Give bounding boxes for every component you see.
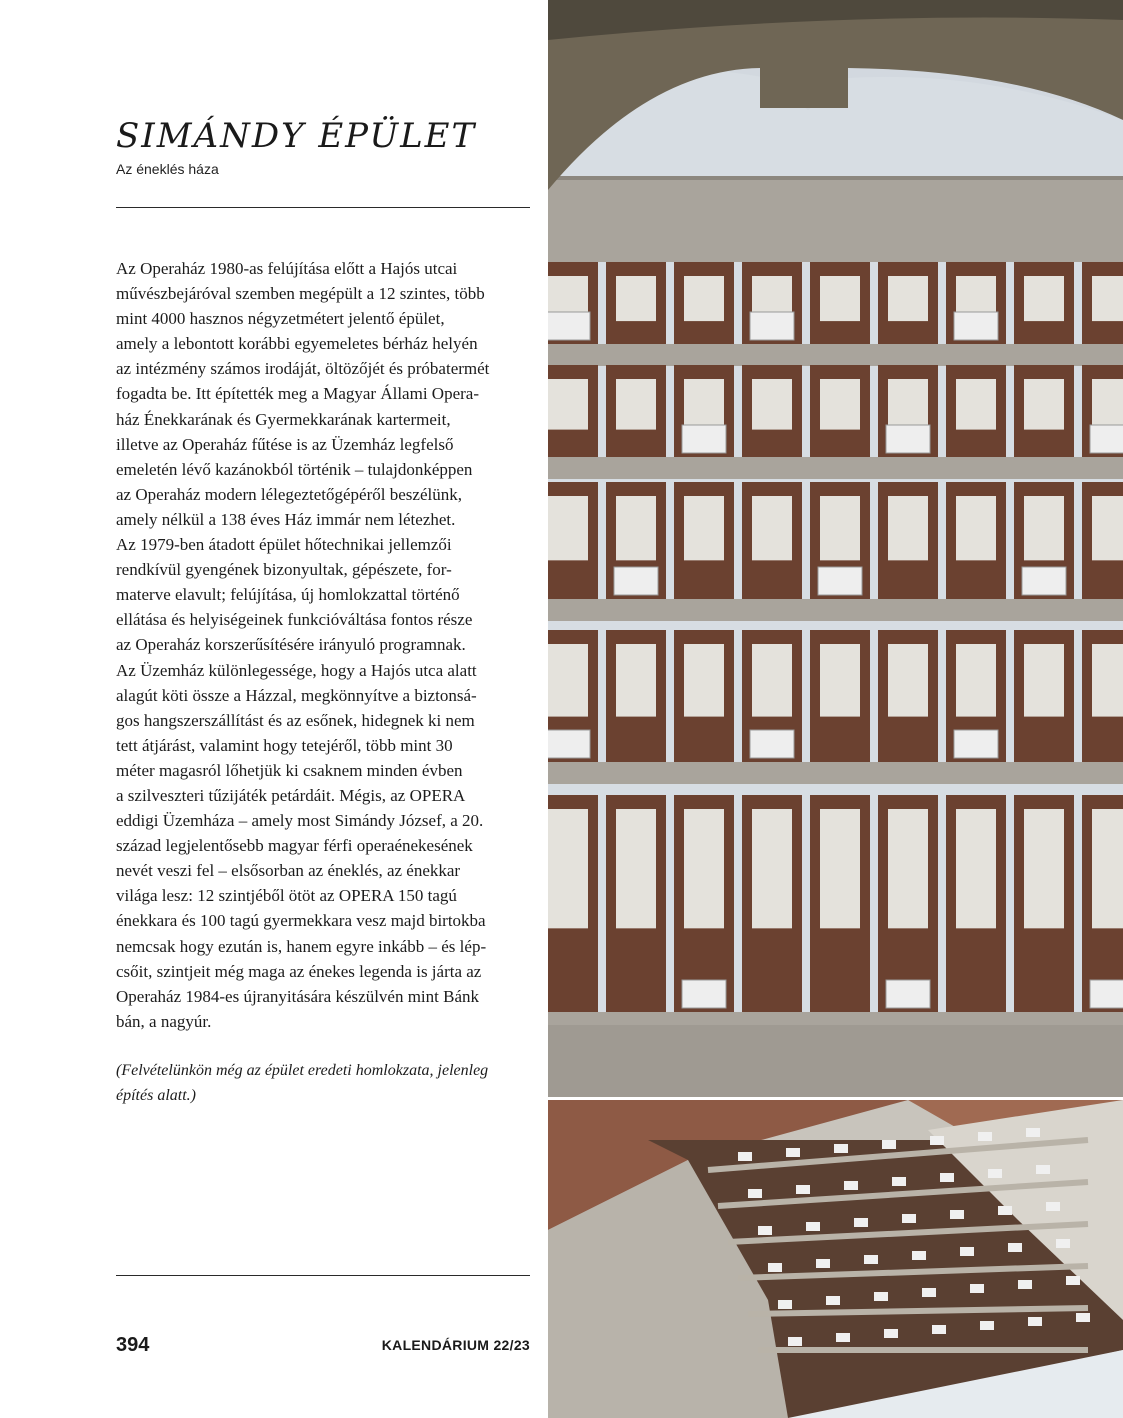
body-line: méter magasról lőhetjük ki csaknem minden évben (116, 760, 463, 780)
street-photo-image (548, 1100, 1123, 1418)
body-line: amely nélkül a 138 éves Ház immár nem létezhet. (116, 509, 456, 529)
page-number: 394 (116, 1334, 150, 1356)
body-line: nemcsak hogy ezután is, hanem egyre inkább – és lép- (116, 936, 487, 956)
body-line: amely a lebontott korábbi egyemeletes bérház helyén (116, 334, 478, 354)
body-line: Az 1979-ben átadott épület hőtechnikai jellemzői (116, 535, 452, 555)
body-line: a szilveszteri tűzijáték petárdáit. Mégis, az OPERA (116, 785, 466, 805)
body-line: világa lesz: 12 szintjéből ötöt az OPERA 150 tagú (116, 886, 457, 906)
facade-photo (548, 0, 1123, 1097)
body-line: csőit, szintjeit még maga az énekes legenda is járta az (116, 961, 482, 981)
body-line: tett átjárást, valamint hogy tetejéről, több mint 30 (116, 735, 453, 755)
body-line: eddigi Üzemháza – amely most Simándy József, a 20. (116, 811, 484, 831)
caption-line: építés alatt.) (116, 1087, 196, 1104)
bottom-divider (116, 1275, 530, 1276)
body-line: művészbejáróval szemben megépült a 12 szintes, több (116, 284, 485, 304)
body-line: mint 4000 hasznos négyzetmétert jelentő épület, (116, 309, 445, 329)
body-line: az Operaház korszerűsítésére irányuló programnak. (116, 635, 466, 655)
body-line: bán, a nagyúr. (116, 1011, 212, 1031)
body-line: Operaház 1984-es újranyitására készülvén mint Bánk (116, 986, 480, 1006)
body-line: fogadta be. Itt építették meg a Magyar Állami Opera- (116, 384, 479, 404)
caption-line: (Felvételünkön még az épület eredeti homlokzata, jelenleg (116, 1062, 489, 1079)
body-line: az Operaház modern lélegeztetőgépéről beszélünk, (116, 484, 462, 504)
body-line: materve elavult; felújítása, új homlokzattal történő (116, 585, 460, 605)
body-line: az intézmény számos irodáját, öltözőjét és próbatermét (116, 359, 490, 379)
body-line: énekkara és 100 tagú gyermekkara vesz majd birtokba (116, 911, 486, 931)
top-divider (116, 207, 530, 208)
street-photo (548, 1100, 1123, 1418)
article-body (116, 256, 532, 1034)
publication-name: KALENDÁRIUM 22/23 (381, 1337, 530, 1353)
body-line: rendkívül gyengének bizonyultak, gépészete, for- (116, 560, 452, 580)
body-line: Az Operaház 1980-as felújítása előtt a Hajós utcai (116, 259, 458, 278)
body-line: ház Énekkarának és Gyermekkarának kartermeit, (116, 409, 451, 429)
body-line: Az Üzemház különlegessége, hogy a Hajós utca alatt (116, 660, 477, 680)
facade-photo-image (548, 0, 1123, 1097)
body-line: gos hangszerszállítást és az esőnek, hidegnek ki nem (116, 710, 475, 730)
body-line: század legjelentősebb magyar férfi operaénekesének (116, 836, 473, 856)
body-line: alagút köti össze a Házzal, megkönnyítve a biztonsá- (116, 685, 477, 705)
body-line: ellátása és helyiségeinek funkcióváltása fontos része (116, 610, 473, 630)
article-subtitle: Az éneklés háza (116, 161, 219, 177)
body-line: nevét veszi fel – elsősorban az éneklés, az énekkar (116, 861, 461, 881)
photo-caption (116, 1058, 532, 1108)
body-line: illetve az Operaház fűtése is az Üzemház legfelső (116, 434, 454, 454)
body-line: emeletén lévő kazánokból történik – tulajdonképpen (116, 459, 473, 479)
article-title: SIMÁNDY ÉPÜLET (116, 116, 477, 156)
